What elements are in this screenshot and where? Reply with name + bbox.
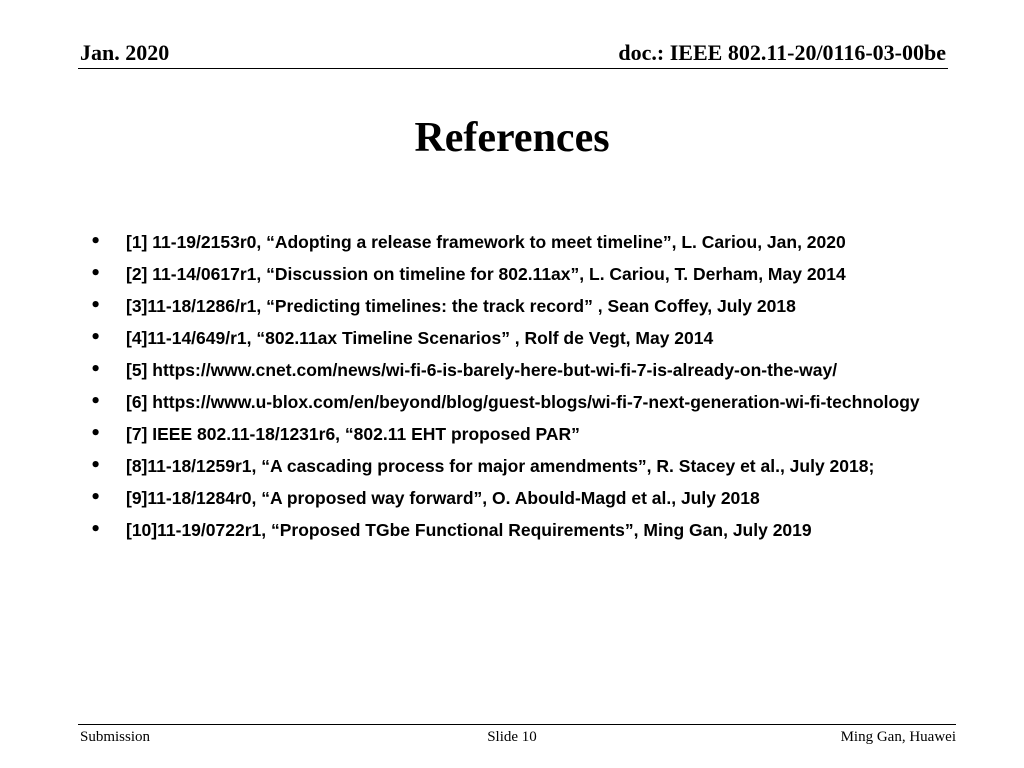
footer-slide-number: Slide 10 bbox=[487, 729, 537, 745]
footer-author: Ming Gan, Huawei bbox=[840, 729, 956, 745]
reference-text: [4]11-14/649/r1, “802.11ax Timeline Scenarios” , Rolf de Vegt, May 2014 bbox=[126, 328, 714, 348]
bullet-icon: • bbox=[90, 456, 102, 476]
header-doc-number: doc.: IEEE 802.11-20/0116-03-00be bbox=[618, 40, 946, 65]
reference-item-5 bbox=[90, 357, 930, 384]
bullet-icon: • bbox=[90, 264, 102, 284]
reference-item-4 bbox=[90, 325, 930, 352]
reference-text: [9]11-18/1284r0, “A proposed way forward”, O. Abould-Magd et al., July 2018 bbox=[126, 488, 760, 508]
footer-submission: Submission bbox=[80, 729, 151, 745]
reference-item-7 bbox=[90, 421, 930, 448]
bullet-icon: • bbox=[90, 488, 102, 508]
bullet-icon: • bbox=[90, 520, 102, 540]
reference-text: [6] https://www.u-blox.com/en/beyond/blog/guest-blogs/wi-fi-7-next-generation-wi-fi-technology bbox=[126, 392, 920, 412]
reference-item-3 bbox=[90, 293, 930, 320]
reference-text: [3]11-18/1286/r1, “Predicting timelines: the track record” , Sean Coffey, July 2018 bbox=[126, 296, 796, 316]
reference-text: [8]11-18/1259r1, “A cascading process for major amendments”, R. Stacey et al., July 2018; bbox=[126, 456, 875, 476]
reference-text: [10]11-19/0722r1, “Proposed TGbe Functional Requirements”, Ming Gan, July 2019 bbox=[126, 520, 812, 540]
footer-divider bbox=[78, 724, 956, 725]
reference-text: [1] 11-19/2153r0, “Adopting a release framework to meet timeline”, L. Cariou, Jan, 2020 bbox=[126, 232, 846, 252]
reference-text: [2] 11-14/0617r1, “Discussion on timeline for 802.11ax”, L. Cariou, T. Derham, May 2014 bbox=[126, 264, 846, 284]
reference-text: [5] https://www.cnet.com/news/wi-fi-6-is-barely-here-but-wi-fi-7-is-already-on-the-way/ bbox=[126, 360, 838, 380]
bullet-icon: • bbox=[90, 296, 102, 316]
reference-item-6 bbox=[90, 389, 930, 416]
bullet-icon: • bbox=[90, 392, 102, 412]
bullet-icon: • bbox=[90, 232, 102, 252]
reference-list bbox=[90, 229, 930, 549]
reference-item-8 bbox=[90, 453, 930, 480]
bullet-icon: • bbox=[90, 360, 102, 380]
reference-item-10 bbox=[90, 517, 930, 544]
header-date: Jan. 2020 bbox=[80, 40, 170, 65]
bullet-icon: • bbox=[90, 328, 102, 348]
reference-item-9 bbox=[90, 485, 930, 512]
slide-title: References bbox=[414, 115, 610, 161]
bullet-icon: • bbox=[90, 424, 102, 444]
reference-text: [7] IEEE 802.11-18/1231r6, “802.11 EHT proposed PAR” bbox=[126, 424, 580, 444]
header-divider bbox=[78, 68, 948, 69]
reference-item-1 bbox=[90, 229, 930, 256]
reference-item-2 bbox=[90, 261, 930, 288]
